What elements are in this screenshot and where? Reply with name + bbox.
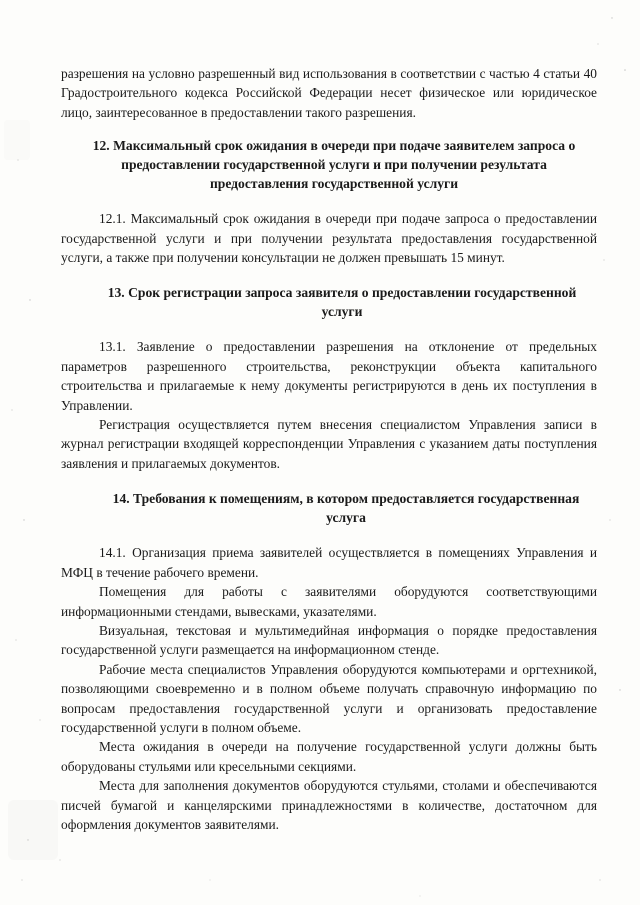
section-13-heading: 13. Срок регистрации запроса заявителя о предоставлении государственной услуги <box>107 285 577 320</box>
section-13-paragraph-1: 13.1. Заявление о предоставлении разрешения на отклонение от предельных параметров разрешенного строительства, реконструкции объекта капитального строительства и прилагаемые к нему документы регистрируются в день их поступления в Управлении. <box>61 339 597 413</box>
intro-paragraph: разрешения на условно разрешенный вид использования в соответствии с частью 4 статьи 40 Градостроительного кодекса Российской Федерации несет физическое или юридическое лицо, заинтересованное в предоставлении такого разрешения. <box>61 66 597 120</box>
section-13-paragraph-2: Регистрация осуществляется путем внесения специалистом Управления записи в журнал регистрации входящей корреспонденции Управления с указанием даты поступления заявления и прилагаемых документов. <box>61 417 597 471</box>
section-14-paragraph-6: Места для заполнения документов оборудуются стульями, столами и обеспечиваются писчей бумагой и канцелярскими принадлежностями в количестве, достаточном для оформления документов заявителями. <box>61 778 597 832</box>
section-14-heading: 14. Требования к помещениям, в котором предоставляется государственная услуга <box>112 491 580 526</box>
document-body <box>61 64 597 834</box>
section-14-paragraph-4: Рабочие места специалистов Управления оборудуются компьютерами и оргтехникой, позволяющими своевременно и в полном объеме получать справочную информацию по вопросам предоставления государственной услуги и организовать предоставление государственной услуги в полном объеме. <box>61 661 597 735</box>
section-14-paragraph-2: Помещения для работы с заявителями оборудуются соответствующими информационными стендами, вывесками, указателями. <box>61 584 597 619</box>
section-14-paragraph-1: 14.1. Организация приема заявителей осуществляется в помещениях Управления и МФЦ в течение рабочего времени. <box>61 545 597 580</box>
section-14-paragraph-5: Места ожидания в очереди на получение государственной услуги должны быть оборудованы стульями или кресельными секциями. <box>61 739 597 774</box>
section-12-heading: 12. Максимальный срок ожидания в очереди при подаче заявителем запроса о предоставлении государственной услуги и при получении результата предоставления государственной услуги <box>92 138 576 192</box>
section-12-paragraph-1: 12.1. Максимальный срок ожидания в очереди при подаче запроса о предоставлении государственной услуги и при получении результата предоставления государственной услуги, а также при получении консультации не должен превышать 15 минут. <box>61 211 597 266</box>
section-14-paragraph-3: Визуальная, текстовая и мультимедийная информация о порядке предоставления государственной услуги размещается на информационном стенде. <box>61 622 597 658</box>
